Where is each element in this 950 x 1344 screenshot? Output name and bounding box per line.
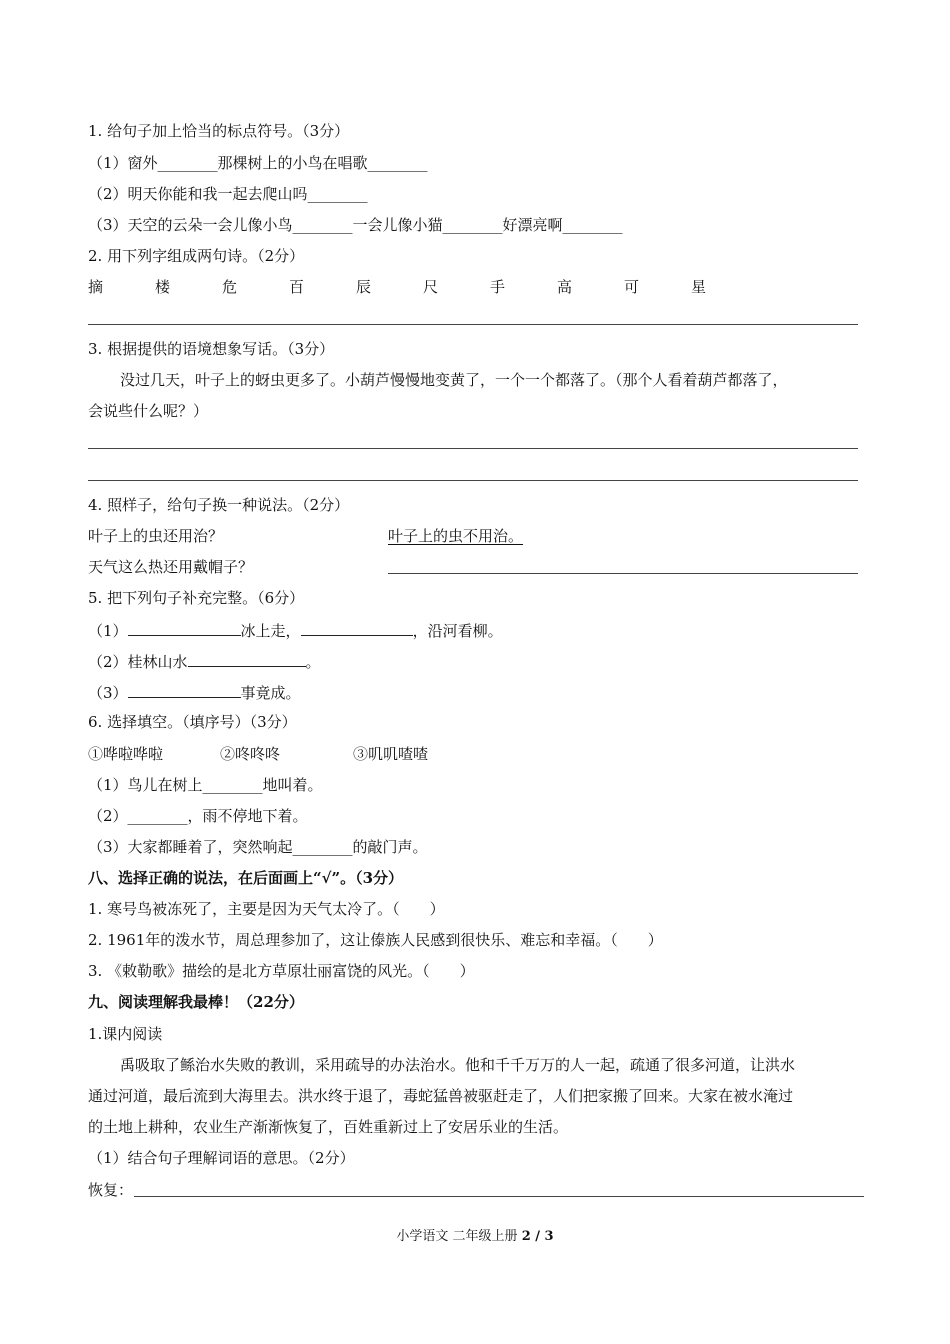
q6-option-2: ②咚咚咚 xyxy=(220,745,281,763)
q5-sentence-2 xyxy=(88,651,321,672)
page-number: 2 / 3 xyxy=(521,1229,554,1244)
section-8-item-2: 2. 1961年的泼水节，周总理参加了，这让傣族人民感到很快乐、难忘和幸福。（ ） xyxy=(88,931,663,949)
q5-s1-prefix: （1） xyxy=(88,622,128,640)
q5-s3-prefix: （3） xyxy=(88,684,128,702)
q5-s2-end: 。 xyxy=(305,653,321,671)
q5-s3-blank[interactable] xyxy=(128,682,241,698)
q6-title: 6. 选择填空。（填序号）（3分） xyxy=(88,713,297,731)
q6-sentence-3: （3）大家都睡着了，突然响起________的敲门声。 xyxy=(88,838,428,856)
q3-paragraph-line-1: 没过几天，叶子上的蚜虫更多了。小葫芦慢慢地变黄了，一个一个都落了。（那个人看着葫芦都落了， xyxy=(120,371,788,389)
q5-s3-end: 事竟成。 xyxy=(240,684,301,702)
q1-title: 1. 给句子加上恰当的标点符号。（3分） xyxy=(88,122,350,140)
q6-sentence-2: （2）________，雨不停地下着。 xyxy=(88,807,308,825)
q6-option-3: ③叽叽喳喳 xyxy=(353,745,429,763)
section-9-subtitle: 1.课内阅读 xyxy=(88,1025,163,1043)
q3-title: 3. 根据提供的语境想象写话。（3分） xyxy=(88,340,335,358)
section-8-title: 八、选择正确的说法，在后面画上“√”。（3分） xyxy=(88,869,404,887)
q2-char: 手 xyxy=(490,278,506,296)
reading-paragraph-line-1: 禹吸取了鲧治水失败的教训，采用疏导的办法治水。他和千千万万的人一起，疏通了很多河道，让洪水 xyxy=(120,1056,796,1074)
q2-char: 尺 xyxy=(423,278,439,296)
page-footer xyxy=(0,1225,950,1244)
q3-answer-line-1[interactable] xyxy=(88,448,858,449)
q2-char: 辰 xyxy=(356,278,372,296)
q6-option-1: ①哗啦哗啦 xyxy=(88,745,164,763)
q2-char: 可 xyxy=(624,278,640,296)
q4-example-answer: 叶子上的虫不用治。 xyxy=(388,527,524,545)
q1-sentence-2: （2）明天你能和我一起去爬山吗________ xyxy=(88,185,368,203)
q5-s1-end: ，沿河看柳。 xyxy=(412,622,503,640)
q6-sentence-1: （1）鸟儿在树上________地叫着。 xyxy=(88,776,323,794)
q5-s2-blank[interactable] xyxy=(188,651,306,667)
q2-answer-line[interactable] xyxy=(88,324,858,325)
reading-paragraph-line-2: 通过河道，最后流到大海里去。洪水终于退了，毒蛇猛兽被驱赶走了，人们把家搬了回来。大家在被水淹过 xyxy=(88,1087,794,1105)
q2-char: 楼 xyxy=(155,278,171,296)
q5-sentence-1 xyxy=(88,620,503,641)
reading-paragraph-line-3: 的土地上耕种，农业生产渐渐恢复了，百姓重新过上了安居乐业的生活。 xyxy=(88,1118,569,1136)
q2-char: 星 xyxy=(691,278,707,296)
reading-question-1: （1）结合句子理解词语的意思。（2分） xyxy=(88,1149,355,1167)
q5-sentence-3 xyxy=(88,682,301,703)
q2-char: 摘 xyxy=(88,278,104,296)
q5-title: 5. 把下列句子补充完整。（6分） xyxy=(88,589,305,607)
reading-answer-line[interactable] xyxy=(134,1196,864,1197)
q1-sentence-1: （1）窗外________那棵树上的小鸟在唱歌________ xyxy=(88,154,428,172)
section-8-item-3: 3. 《敕勒歌》描绘的是北方草原壮丽富饶的风光。（ ） xyxy=(88,962,475,980)
q3-answer-line-2[interactable] xyxy=(88,480,858,481)
q4-title: 4. 照样子，给句子换一种说法。（2分） xyxy=(88,496,350,514)
section-8-item-1: 1. 寒号鸟被冻死了，主要是因为天气太冷了。（ ） xyxy=(88,900,445,918)
q3-paragraph-line-2: 会说些什么呢？） xyxy=(88,402,209,420)
q5-s1-blank-2[interactable] xyxy=(301,620,413,636)
q4-answer-line[interactable] xyxy=(388,573,858,574)
q5-s1-blank-1[interactable] xyxy=(128,620,241,636)
q2-title: 2. 用下列字组成两句诗。（2分） xyxy=(88,247,305,265)
q1-sentence-3: （3）天空的云朵一会儿像小鸟________一会儿像小猫________好漂亮啊________ xyxy=(88,216,623,234)
q2-char: 百 xyxy=(289,278,305,296)
section-9-title: 九、阅读理解我最棒！（22分） xyxy=(88,993,304,1011)
q5-s2-prefix: （2）桂林山水 xyxy=(88,653,188,671)
q2-char: 危 xyxy=(222,278,238,296)
q2-char: 高 xyxy=(557,278,573,296)
q5-s1-middle: 冰上走， xyxy=(240,622,301,640)
q4-example-question: 叶子上的虫还用治？ xyxy=(88,527,224,545)
reading-answer-label: 恢复： xyxy=(88,1181,134,1199)
q4-question: 天气这么热还用戴帽子？ xyxy=(88,558,254,576)
footer-text: 小学语文 二年级上册 xyxy=(396,1229,522,1244)
